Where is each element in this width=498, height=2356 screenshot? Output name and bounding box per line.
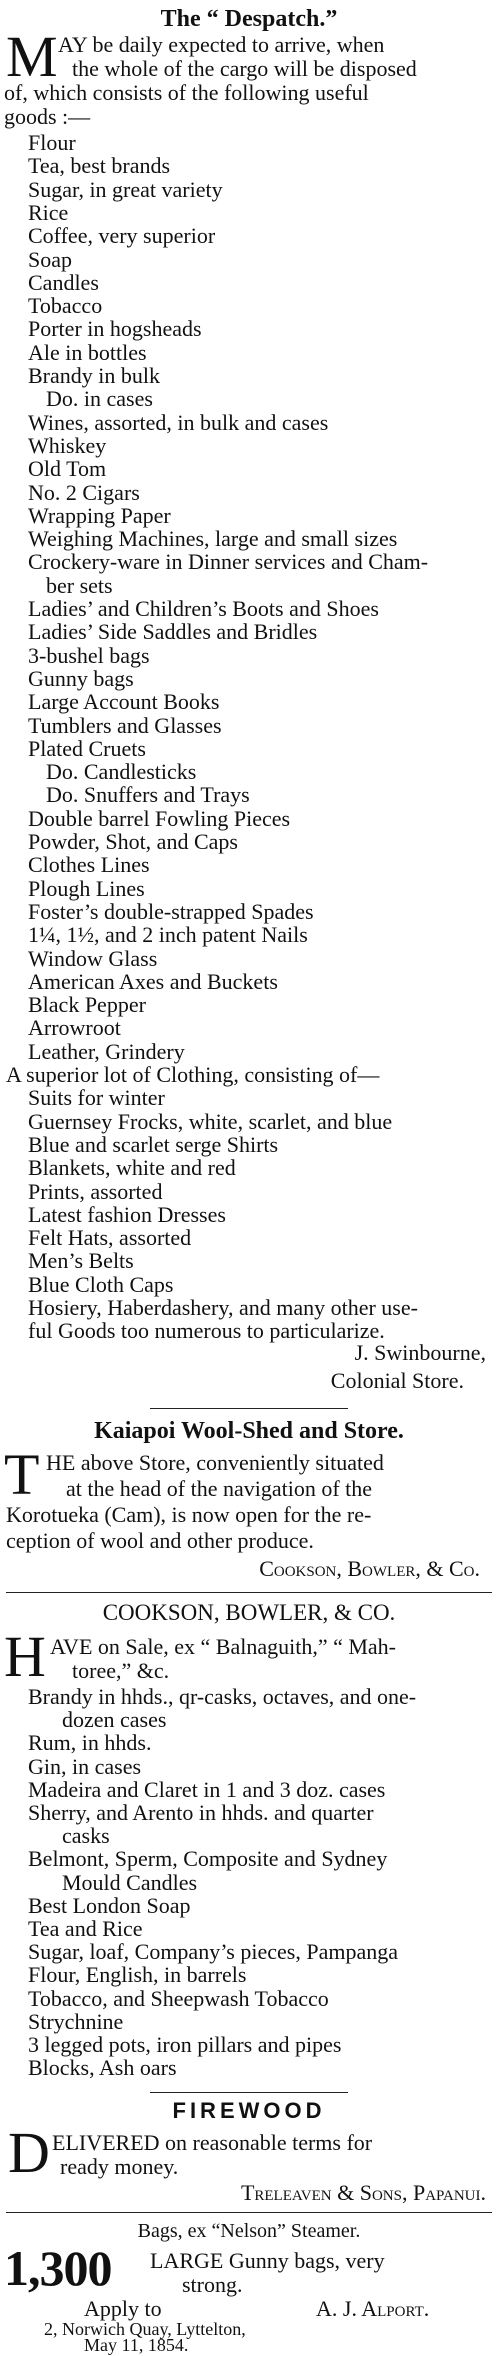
- kaiapoi-line: ception of wool and other produce.: [6, 1528, 314, 1553]
- despatch-list-item: Ladies’ and Children’s Boots and Shoes: [28, 596, 379, 621]
- despatch-list-item: Weighing Machines, large and small sizes: [28, 526, 398, 552]
- despatch-list-item: Flour: [28, 130, 76, 155]
- despatch-list-item: Sugar, in great variety: [28, 176, 223, 202]
- bags-apply: Apply to: [84, 2296, 162, 2321]
- cookson-list-item: Gin, in cases: [28, 1753, 142, 1779]
- firewood-line: ready money.: [60, 2154, 179, 2179]
- despatch-list-item: Felt Hats, assorted: [28, 1225, 192, 1251]
- despatch-intro-line: AY be daily expected to arrive, when: [58, 32, 385, 57]
- despatch-list-item: ful Goods too numerous to particularize.: [28, 1318, 385, 1344]
- despatch-list-item: Black Pepper: [28, 992, 146, 1018]
- despatch-list-item: Powder, Shot, and Caps: [28, 829, 238, 854]
- cookson-list-item: dozen cases: [62, 1707, 167, 1733]
- despatch-list-item: Tumblers and Glasses: [28, 712, 222, 738]
- bags-line: strong.: [182, 2272, 243, 2297]
- kaiapoi-title: Kaiapoi Wool-Shed and Store.: [94, 1418, 404, 1444]
- despatch-list-item: A superior lot of Clothing, consisting of—: [6, 1062, 380, 1087]
- bags-line: LARGE Gunny bags, very: [150, 2248, 385, 2273]
- kaiapoi-line: at the head of the navigation of the: [66, 1476, 373, 1501]
- despatch-list-item: Hosiery, Haberdashery, and many other use-: [28, 1295, 418, 1320]
- despatch-list-item: Soap: [28, 246, 72, 272]
- despatch-list-item: Candles: [28, 269, 99, 295]
- despatch-signature: J. Swinbourne,: [354, 1340, 486, 1365]
- despatch-list-item: Large Account Books: [28, 689, 220, 715]
- kaiapoi-line: HE above Store, conveniently situated: [46, 1450, 384, 1475]
- despatch-list-item: Suits for winter: [28, 1085, 165, 1111]
- despatch-list-item: Whiskey: [28, 432, 107, 458]
- bags-quantity: 1,300: [4, 2240, 112, 2296]
- despatch-list-item: Blue Cloth Caps: [28, 1271, 174, 1297]
- despatch-intro-line: of, which consists of the following useful: [4, 80, 369, 105]
- firewood-title: FIREWOOD: [172, 2098, 326, 2123]
- despatch-intro-line: goods :—: [4, 104, 91, 129]
- despatch-list-item: Wines, assorted, in bulk and cases: [28, 409, 329, 435]
- despatch-list-item: Window Glass: [28, 945, 158, 971]
- firewood-line: ELIVERED on reasonable terms for: [52, 2130, 373, 2155]
- despatch-list-item: ber sets: [46, 572, 113, 598]
- despatch-list-item: Coffee, very superior: [28, 223, 216, 249]
- cookson-line: toree,” &c.: [72, 1658, 170, 1683]
- divider: [6, 2212, 492, 2213]
- cookson-list-item: Sugar, loaf, Company’s pieces, Pampanga: [28, 1939, 398, 1965]
- despatch-list-item: Crockery-ware in Dinner services and Cham-: [28, 549, 429, 575]
- cookson-list-item: Tobacco, and Sheepwash Tobacco: [28, 1985, 329, 2011]
- despatch-list-item: Double barrel Fowling Pieces: [28, 805, 291, 831]
- cookson-dropcap: H: [4, 1624, 46, 1689]
- firewood-dropcap: D: [8, 2120, 50, 2185]
- cookson-list-item: Madeira and Claret in 1 and 3 doz. cases: [28, 1776, 386, 1802]
- despatch-list-item: Plough Lines: [28, 875, 145, 901]
- despatch-list-item: American Axes and Buckets: [28, 968, 278, 994]
- bags-title: Bags, ex “Nelson” Steamer.: [137, 2220, 361, 2242]
- despatch-list-item: Porter in hogsheads: [28, 316, 202, 342]
- cookson-list-item: Sherry, and Arento in hhds. and quarter: [28, 1800, 374, 1825]
- divider: [6, 1592, 492, 1593]
- despatch-list-item: Prints, assorted: [28, 1178, 163, 1204]
- cookson-list-item: Brandy in hhds., qr-casks, octaves, and one-: [28, 1684, 417, 1709]
- firewood-signature: Treleaven & Sons, Papanui.: [240, 2180, 486, 2205]
- cookson-list-item: Rum, in hhds.: [28, 1730, 152, 1756]
- bags-date: May 11, 1854.: [84, 2335, 189, 2355]
- despatch-list-item: Brandy in bulk: [28, 363, 160, 388]
- divider: [150, 2092, 348, 2093]
- despatch-list-item: Ale in bottles: [28, 339, 147, 365]
- bags-agent: A. J. Alport.: [316, 2296, 430, 2321]
- despatch-list-item: Rice: [28, 199, 69, 225]
- despatch-list-item: Wrapping Paper: [28, 502, 171, 528]
- cookson-list-item: Flour, English, in barrels: [28, 1962, 247, 1988]
- cookson-list-item: Tea and Rice: [28, 1916, 143, 1941]
- despatch-dropcap: M: [6, 24, 58, 89]
- despatch-list-item: Guernsey Frocks, white, scarlet, and blue: [28, 1108, 393, 1134]
- despatch-list-item: Plated Cruets: [28, 735, 146, 761]
- despatch-list-item: 3-bushel bags: [28, 642, 150, 668]
- cookson-list-item: Strychnine: [28, 2008, 124, 2034]
- despatch-title: The “ Despatch.”: [160, 6, 338, 32]
- despatch-list-item: Do. in cases: [46, 386, 153, 412]
- despatch-list-item: Old Tom: [28, 456, 107, 482]
- despatch-list-item: No. 2 Cigars: [28, 479, 140, 505]
- cookson-list-item: 3 legged pots, iron pillars and pipes: [28, 2032, 342, 2057]
- despatch-list-item: Men’s Belts: [28, 1248, 134, 1274]
- cookson-line: AVE on Sale, ex “ Balnaguith,” “ Mah-: [50, 1634, 397, 1659]
- cookson-list-item: Belmont, Sperm, Composite and Sydney: [28, 1846, 388, 1872]
- despatch-list-item: Do. Snuffers and Trays: [46, 782, 250, 808]
- despatch-list-item: Clothes Lines: [28, 852, 150, 878]
- kaiapoi-signature: Cookson, Bowler, & Co.: [259, 1556, 480, 1581]
- cookson-list-item: Best London Soap: [28, 1892, 191, 1918]
- despatch-list-item: Blankets, white and red: [28, 1155, 236, 1181]
- cookson-title: COOKSON, BOWLER, & CO.: [102, 1600, 396, 1625]
- kaiapoi-dropcap: T: [4, 1442, 40, 1507]
- cookson-list-item: casks: [62, 1823, 110, 1849]
- despatch-signature-store: Colonial Store.: [330, 1368, 464, 1393]
- cookson-list-item: Mould Candles: [62, 1869, 198, 1895]
- bags-address: 2, Norwich Quay, Lyttelton,: [44, 2319, 246, 2339]
- despatch-list-item: Blue and scarlet serge Shirts: [28, 1131, 279, 1157]
- despatch-list-item: Gunny bags: [28, 665, 134, 691]
- divider: [150, 1408, 348, 1409]
- despatch-list-item: 1¼, 1½, and 2 inch patent Nails: [28, 922, 308, 948]
- despatch-list-item: Tea, best brands: [28, 153, 171, 179]
- despatch-list-item: Foster’s double-strapped Spades: [28, 898, 314, 924]
- cookson-list-item: Blocks, Ash oars: [28, 2055, 177, 2081]
- despatch-list-item: Latest fashion Dresses: [28, 1201, 226, 1227]
- despatch-list-item: Arrowroot: [28, 1015, 121, 1041]
- despatch-list-item: Ladies’ Side Saddles and Bridles: [28, 619, 318, 645]
- despatch-list-item: Tobacco: [28, 293, 103, 319]
- despatch-intro-line: the whole of the cargo will be disposed: [72, 56, 417, 81]
- despatch-list-item: Leather, Grindery: [28, 1038, 185, 1064]
- kaiapoi-line: Korotueka (Cam), is now open for the re-: [6, 1502, 372, 1527]
- despatch-list-item: Do. Candlesticks: [46, 759, 197, 785]
